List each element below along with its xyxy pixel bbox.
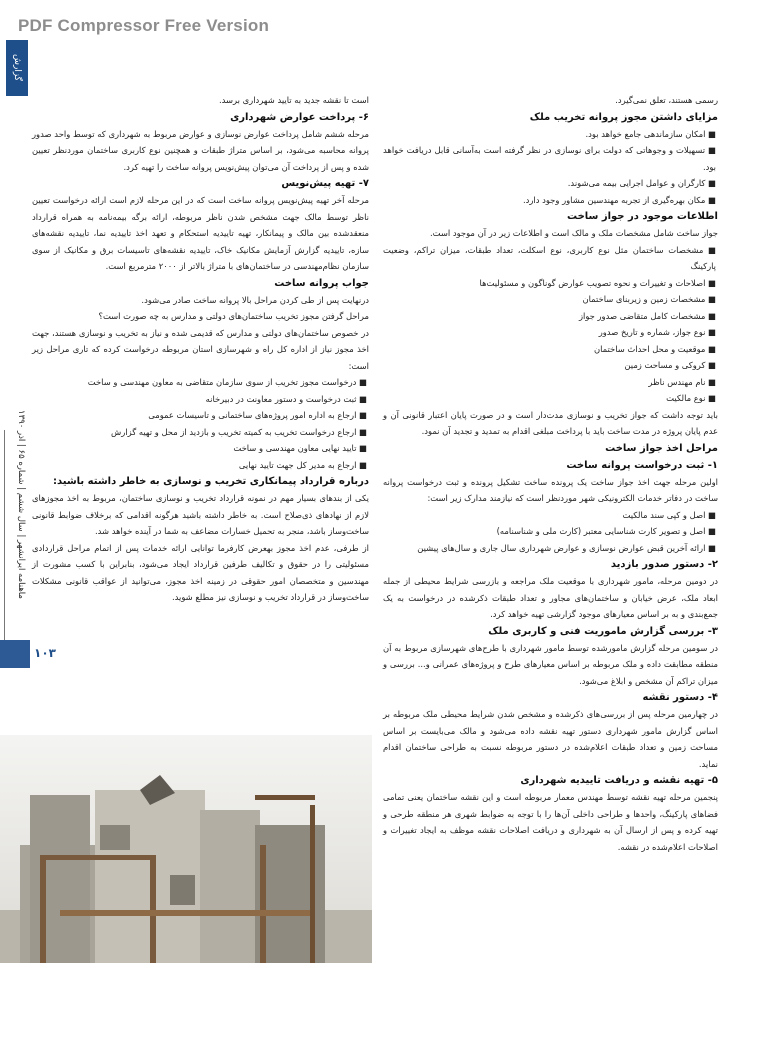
section-heading: مزایای داشتن مجوز پروانه تخریب ملک (529, 111, 718, 123)
body-paragraph: در خصوص ساختمان‌های دولتی و مدارس که قدیمی شده و نیاز به تخریب و نوسازی هستند، جهت اخذ مجوز نیاز از اداره کل راه و شهرسازی استان مربوطه درخواست کرده که تاری مراحل زیر است: (32, 327, 369, 371)
body-paragraph: پنجمین مرحله تهیه نقشه توسط مهندس معمار مربوطه است و این نقشه ساختمان یعنی تمامی فضاهای پارکینگ، واحدها و طراحی داخلی آن‌ها را با توجه به ضوابط شهری هر منطقه طرحی و تهیه کرده و پس از ارسال آن به شهرداری و دریافت اصلاحات نقشه موظف به ایجاد تغییرات و اصلاحات اعلام‌شده در نقشه. (383, 792, 718, 852)
magazine-info: ماهنامه ایرانشهر | سال ششم | شماره ۶۵ | آذر ۱۳۹۰ (16, 410, 26, 599)
body-paragraph: در سومین مرحله گزارش مامورشده توسط مامور شهرداری با طرح‌های شهرسازی مربوط به آن منطقه مطابقت داده و ملک مربوطه بر اساس معیارهای طرح و پروژه‌های عمرانی و... بررسی و میزان تراکم آن مشخص و ابلاغ می‌شود. (383, 642, 718, 686)
watermark: PDF Compressor Free Version (18, 16, 270, 35)
body-paragraph: مرحله ششم شامل پرداخت عوارض نوسازی و عوارض مربوط به شهرداری که توسط واحد صدور پروانه محاسبه می‌شود، بر اساس متراژ طبقات و همچنین نوع کاربری ساختمان موردنظر تعیین شده و پس از پرداخت آن می‌توان پیش‌نویس پروانه ساخت را تهیه کرد. (32, 128, 369, 172)
bullet-item: ■ موقعیت و محل احداث ساختمان (593, 343, 716, 354)
bullet-item: ■ نام مهندس ناظر (648, 376, 716, 387)
body-paragraph: رسمی هستند، تعلق نمی‌گیرد. (615, 95, 718, 105)
bullet-item: ■ امکان سازماندهی جامع خواهد بود. (585, 128, 716, 139)
bullet-item: ■ تایید نهایی معاون مهندسی و ساخت (233, 443, 367, 453)
section-heading: ۵- تهیه نقشه و دریافت تاییدیه شهرداری (520, 775, 718, 786)
body-paragraph: یکی از بندهای بسیار مهم در نمونه قرارداد تخریب و نوسازی ساختمان، مربوط به اخذ مجوزهای لازم از نهادهای ذی‌صلاح است. به خاطر داشته باشید هرگونه اقدامی که برخلاف ضوابط قانونی ساخت‌وساز باشد، منجر به تحمیل خسارات مضاعف به شما در آینده خواهد شد. (32, 493, 369, 536)
body-paragraph: باید توجه داشت که جواز تخریب و نوسازی مدت‌دار است و در صورت پایان اعتبار قانونی آن و عدم پایان پروژه در مدت ساخت باید با پرداخت مبلغی اقدام به تمدید و تجدید آن نمود. (383, 409, 718, 436)
bullet-item: ■ مشخصات زمین و زیربنای ساختمان (582, 294, 716, 304)
bullet-item: ■ نوع جواز، شماره و تاریخ صدور (598, 327, 716, 337)
section-heading: جواب پروانه ساخت (274, 277, 369, 289)
bullet-item: ■ ثبت درخواست و دستور معاونت در دبیرخانه (205, 393, 367, 404)
body-paragraph: مرحله آخر تهیه پیش‌نویس پروانه ساخت است که در این مرحله لازم است ارائه درخواست تعیین ناظر توسط مالک جهت مشخص شدن ناظر مربوطه، ارائه برگه بیمه‌نامه به همراه قرارداد منعقدشده بین مالک و پیمانکار، تهیه تاییدیه استحکام و تعهد اخذ تاییدیه نما، تاییدیه نقشه‌های سازه، تاییدیه گزارش آزمایش مکانیک خاک، تاییدیه نقشه‌های تاسیسات برق و مکانیک از سوی سازمان نظام‌مهندسی در ساختمان‌های با متراژ بالاتر از ۲۰۰۰ مترمربع است. (32, 195, 369, 271)
bullet-item: ■ ارائه آخرین قبض عوارض نوسازی و عوارض شهرداری سال جاری و سال‌های پیشین (417, 542, 716, 553)
section-tab: گزارش (6, 40, 28, 96)
section-heading: ۳- بررسی گزارش ماموریت فنی و کاربری ملک (488, 625, 718, 637)
body-paragraph: اولین مرحله جهت اخذ جواز ساخت یک پرونده ساخت تشکیل پرونده و ثبت درخواست پروانه ساخت در دفاتر خدمات الکترونیکی شهر موردنظر است که نیازمند مدارک زیر است: (383, 476, 718, 503)
body-paragraph: مراحل گرفتن مجوز تخریب ساختمان‌های دولتی و مدارس به چه صورت است؟ (98, 311, 369, 321)
bullet-item: ■ ارجاع درخواست تخریب به کمیته تخریب و بازدید از محل و تهیه گزارش (111, 426, 367, 437)
section-heading: درباره قرارداد پیمانکاری تخریب و نوسازی به خاطر داشته باشید: (52, 476, 369, 487)
section-heading: ۷- تهیه پیش‌نویس (281, 178, 369, 189)
bullet-item: ■ ارجاع به اداره امور پروژه‌های ساختمانی و تاسیسات عمومی (148, 410, 367, 420)
bullet-item: ■ ارجاع به مدیر کل جهت تایید نهایی (238, 459, 367, 470)
bullet-item: ■ درخواست مجوز تخریب از سوی سازمان متقاضی به معاون مهندسی و ساخت (87, 377, 367, 387)
body-paragraph: جواز ساخت شامل مشخصات ملک و مالک است و اطلاعات زیر در آن موجود است. (429, 228, 718, 238)
section-heading: مراحل اخذ جواز ساخت (605, 442, 718, 454)
bullet-item: ■ اصلاحات و تغییرات و نحوه تصویب عوارض گوناگون و مسئولیت‌ها (479, 277, 716, 288)
article-column-right (383, 92, 718, 855)
body-paragraph: در چهارمین مرحله پس از بررسی‌های ذکرشده و مشخص شدن شرایط محیطی ملک مربوطه بر اساس گزارش مامور شهرداری دستور تهیه نقشه داده می‌شود و مالک می‌بایست بر اساس مساحت زمین و تعداد طبقات اعلام‌شده در دستور مربوطه نسبت به طراحی ساختمان اقدام نماید. (383, 709, 718, 769)
demolition-image (0, 735, 372, 963)
section-heading: اطلاعات موجود در جواز ساخت (566, 211, 718, 222)
section-heading: ۶- پرداخت عوارض شهرداری (230, 111, 369, 123)
bullet-item: ■ کارگران و عوامل اجرایی بیمه می‌شوند. (567, 178, 716, 188)
body-paragraph: است تا نقشه جدید به تایید شهرداری برسد. (218, 95, 369, 105)
body-paragraph: از طرفی، عدم اخذ مجوز بهعرض کارفرما توانایی ارائه خدمات پس از اتمام مراحل قراردادی مسئولیتی را در حقوق و تکالیف طرفین قرارداد ایجاد می‌شود، بنابراین با کسب مشورت از مهندسین و متخصصان امور حقوقی در زمینه اخذ مجوز، می‌توانید از عواقب قانونی مشکلات ساخت‌وساز در قرارداد تخریب و نوسازی نیز مطلع شوید. (32, 542, 369, 602)
bullet-item: ■ مشخصات ساختمان مثل نوع کاربری، نوع اسکلت، تعداد طبقات، میزان تراکم، وضعیت پارکینگ (383, 244, 716, 271)
sidebar-divider (4, 430, 5, 650)
body-paragraph: در دومین مرحله، مامور شهرداری با موقعیت ملک مراجعه و بازرسی شرایط محیطی از جمله ابعاد ملک، عرض خیابان و ساختمان‌های مجاور و تعداد طبقات ذکرشده در درخواست به یک جمع‌بندی و به بر اساس معیارهای موجود گزارشی تهیه خواهد کرد. (383, 576, 718, 619)
bullet-item: ■ اصل و کپی سند مالکیت (622, 509, 716, 520)
bullet-item: ■ مشخصات کامل متقاضی صدور جواز (578, 310, 716, 321)
bullet-item: ■ نوع مالکیت (666, 393, 716, 403)
section-heading: ۴- دستور نقشه (642, 692, 718, 703)
bullet-item: ■ تسهیلات و وجوهاتی که دولت برای نوسازی در نظر گرفته است به‌آسانی قابل دریافت خواهد بود. (383, 145, 716, 172)
body-paragraph: درنهایت پس از طی کردن مراحل بالا پروانه ساخت صادر می‌شود. (141, 294, 369, 305)
demolition-photo (0, 735, 372, 963)
article-column-left (32, 92, 369, 606)
page-number-box (0, 640, 30, 668)
bullet-item: ■ کروکی و مساحت زمین (624, 360, 716, 370)
section-heading: ۲- دستور صدور بازدید (610, 559, 718, 570)
section-heading: ۱- ثبت درخواست پروانه ساخت (566, 459, 718, 471)
page-number: ۱۰۳ (34, 646, 56, 660)
bullet-item: ■ اصل و تصویر کارت شناسایی معتبر (کارت ملی و شناسنامه) (496, 526, 716, 536)
bullet-item: ■ مکان بهره‌گیری از تجربه مهندسین مشاور وجود دارد. (522, 194, 716, 205)
